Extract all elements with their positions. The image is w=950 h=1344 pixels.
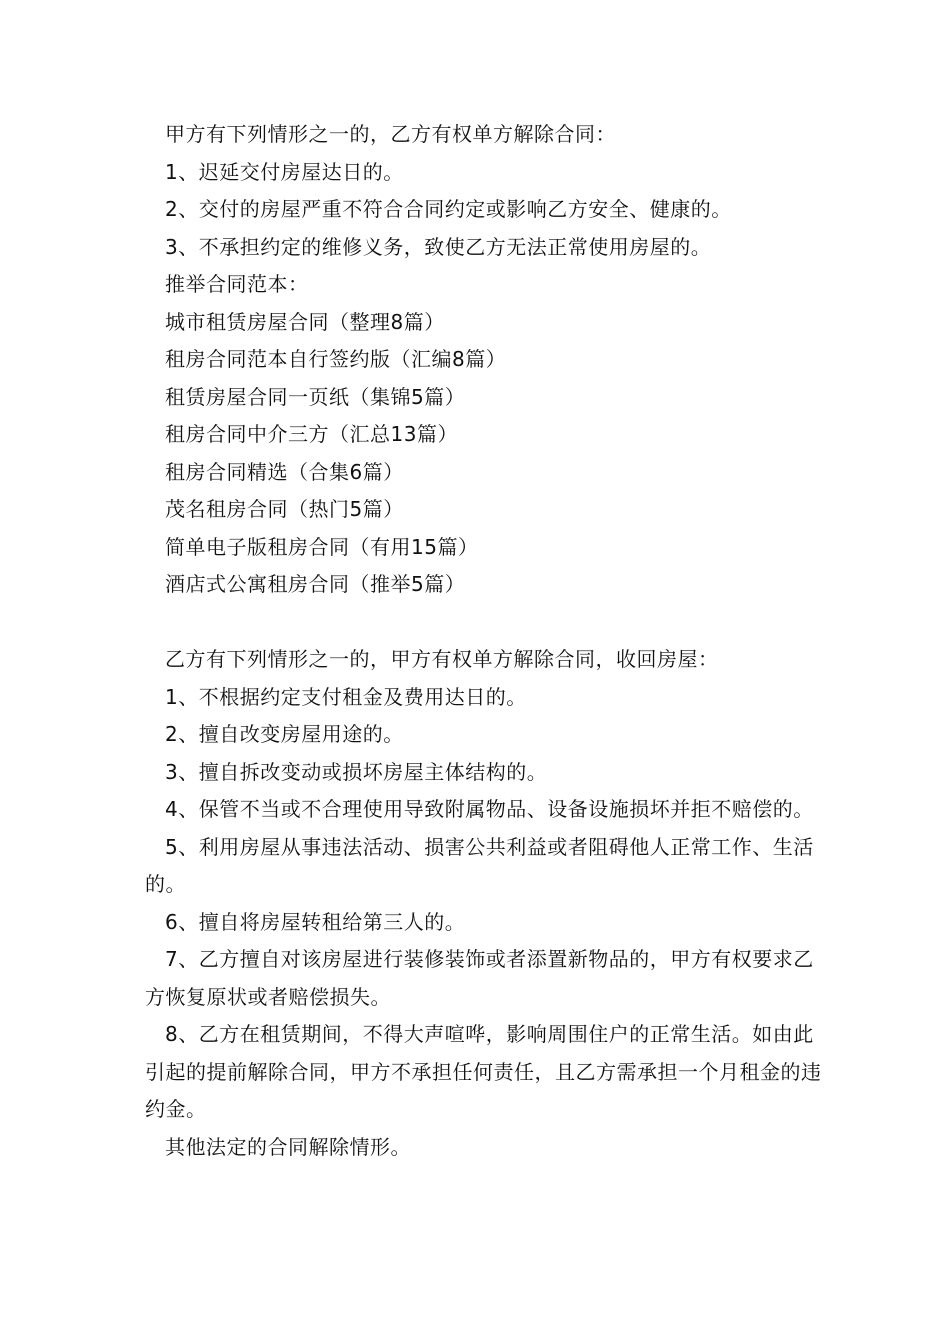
section1-item: 3、不承担约定的维修义务，致使乙方无法正常使用房屋的。: [165, 234, 712, 259]
section1-heading: 甲方有下列情形之一的，乙方有权单方解除合同：: [165, 122, 616, 146]
document-body: [145, 116, 825, 1166]
section1-item: 2、交付的房屋严重不符合合同约定或影响乙方安全、健康的。: [165, 197, 732, 221]
recommend-item: 茂名租房合同（热门5篇）: [165, 497, 404, 521]
recommend-item: 租房合同范本自行签约版（汇编8篇）: [165, 347, 507, 371]
recommend-item: 酒店式公寓租房合同（推举5篇）: [165, 572, 466, 596]
recommend-item: 租房合同精选（合集6篇）: [165, 459, 404, 484]
section2-item: 2、擅自改变房屋用途的。: [165, 722, 404, 746]
blank-line: [145, 604, 825, 642]
recommend-item: 城市租赁房屋合同（整理8篇）: [165, 309, 445, 334]
section2-item: 1、不根据约定支付租金及费用达日的。: [165, 684, 527, 709]
section2-item: 5、利用房屋从事违法活动、损害公共利益或者阻碍他人正常工作、生活的。: [145, 834, 814, 896]
section2-item: 4、保管不当或不合理使用导致附属物品、设备设施损坏并拒不赔偿的。: [165, 797, 814, 821]
recommend-item: 租房合同中介三方（汇总13篇）: [165, 422, 458, 446]
section2-item: 6、擅自将房屋转租给第三人的。: [165, 909, 466, 934]
section1-item: 1、迟延交付房屋达日的。: [165, 159, 404, 184]
recommend-item: 简单电子版租房合同（有用15篇）: [165, 534, 479, 559]
section2-closing: 其他法定的合同解除情形。: [165, 1134, 411, 1159]
recommend-heading: 推举合同范本：: [165, 272, 309, 296]
section2-item: 3、擅自拆改变动或损坏房屋主体结构的。: [165, 759, 548, 784]
recommend-item: 租赁房屋合同一页纸（集锦5篇）: [165, 384, 466, 409]
section2-item: 8、乙方在租赁期间，不得大声喧哗，影响周围住户的正常生活。如由此引起的提前解除合同，甲方不承担任何责任，且乙方需承担一个月租金的违约金。: [145, 1022, 822, 1121]
section2-heading: 乙方有下列情形之一的，甲方有权单方解除合同，收回房屋：: [165, 647, 719, 671]
section2-item: 7、乙方擅自对该房屋进行装修装饰或者添置新物品的，甲方有权要求乙方恢复原状或者赔偿损失。: [145, 947, 814, 1009]
